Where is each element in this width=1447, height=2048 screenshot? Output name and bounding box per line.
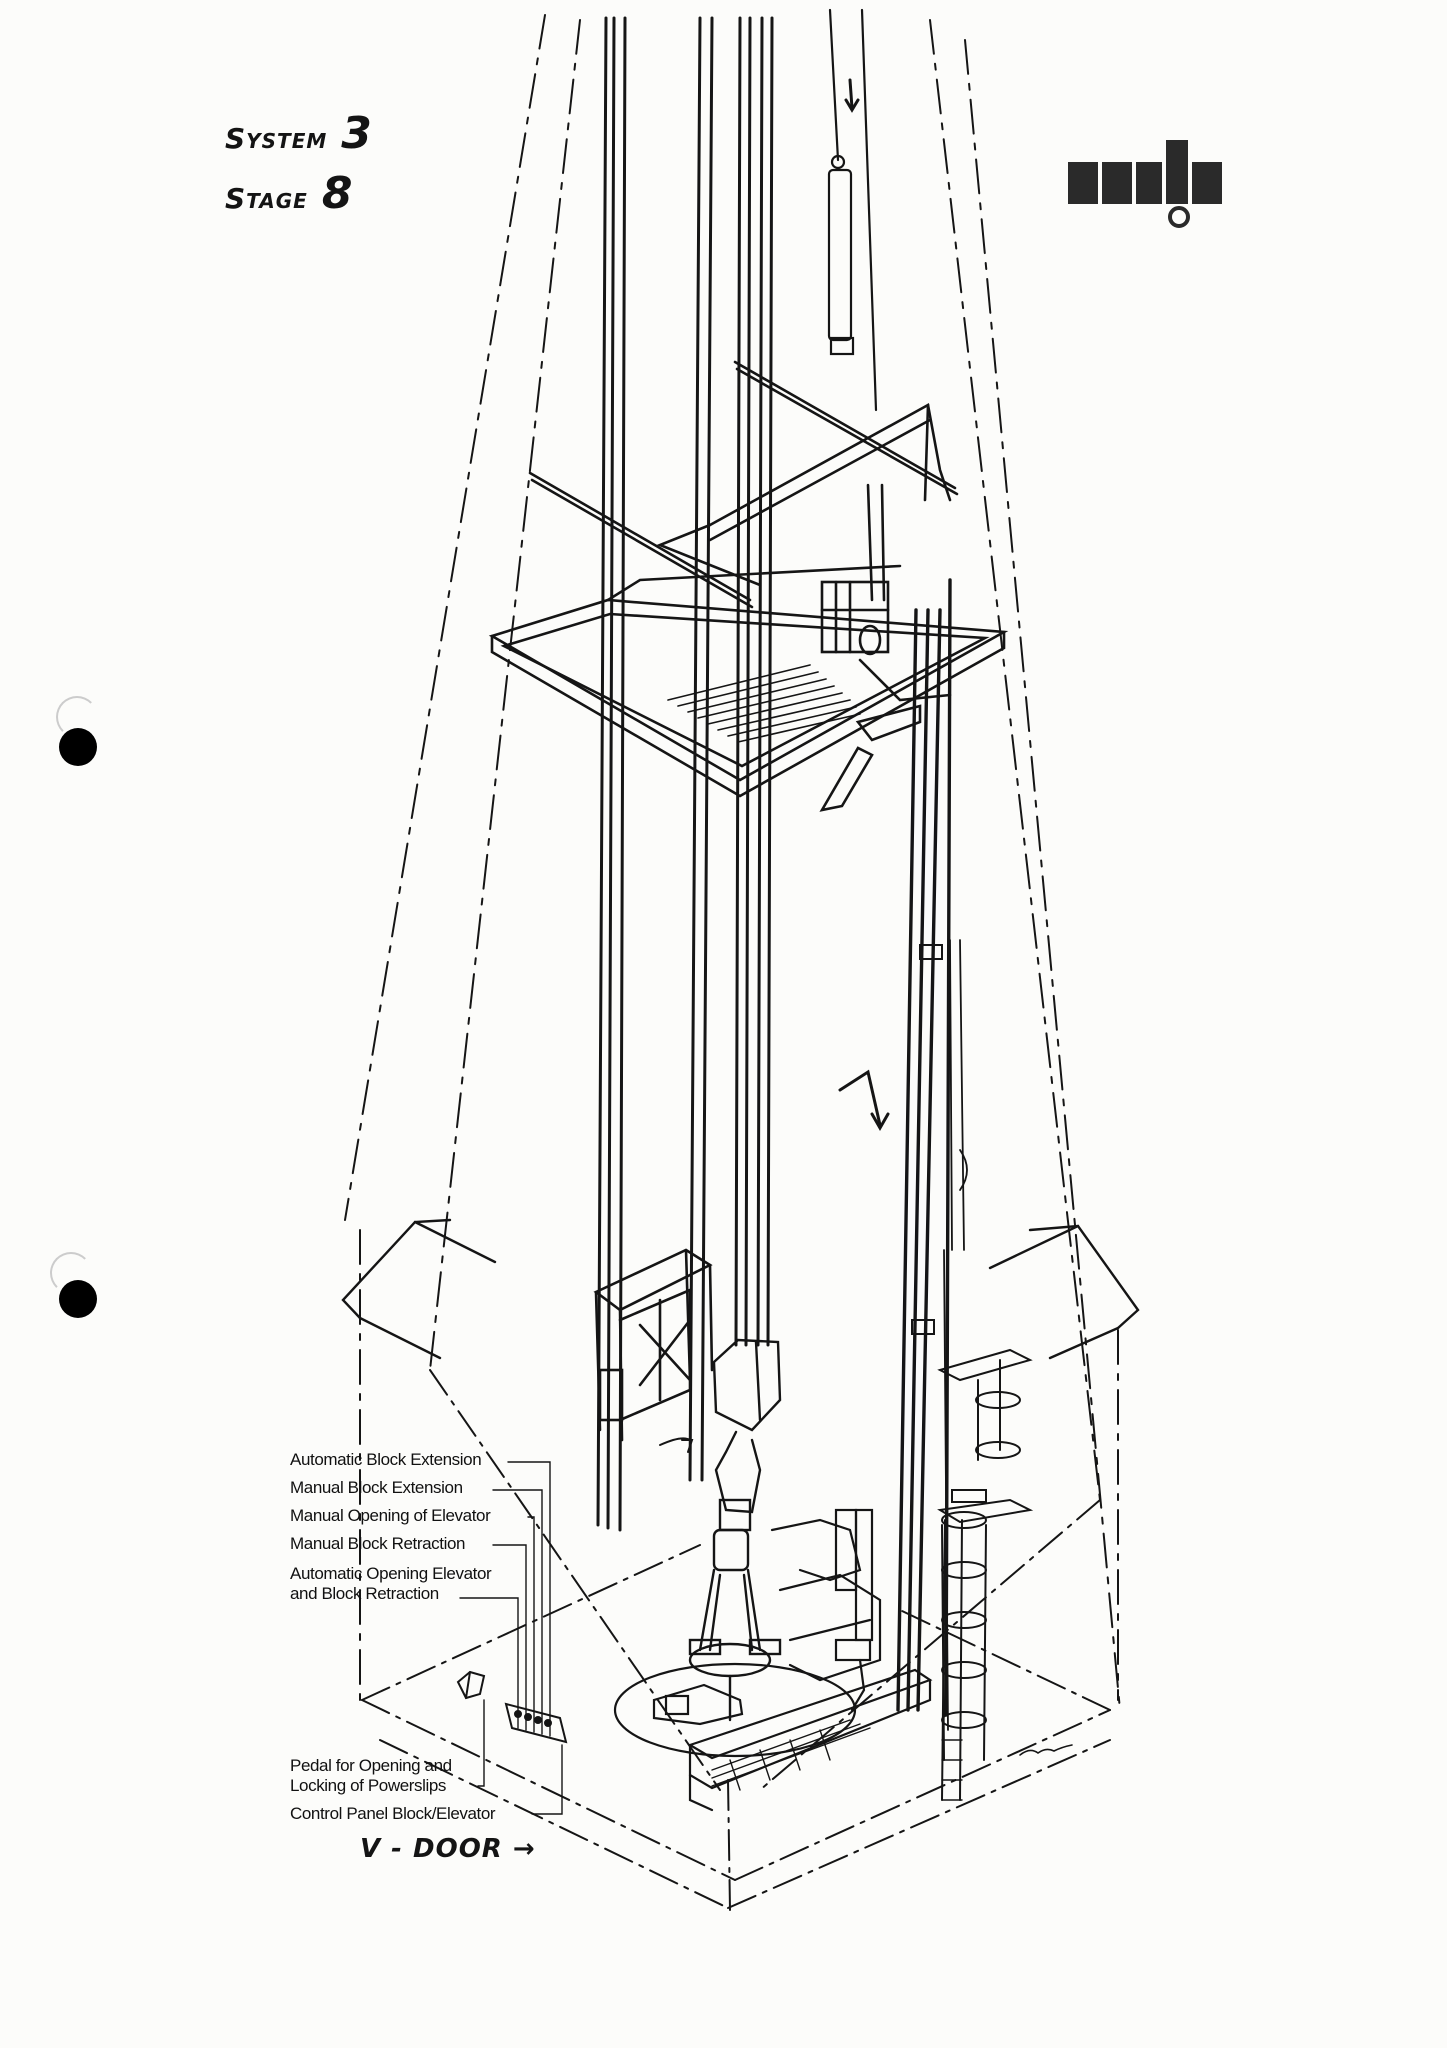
callout-automatic-opening-elevator: Automatic Opening Elevator: [290, 1564, 492, 1583]
callout-manual-block-extension: Manual Block Extension: [290, 1478, 463, 1497]
hoist-cylinder: [829, 10, 876, 410]
stage-number: 8: [321, 168, 354, 219]
callout-automatic-block-extension: Automatic Block Extension: [290, 1450, 482, 1469]
derrick-flare: [343, 1220, 1138, 1358]
system-label: System: [225, 122, 328, 155]
callout-control-panel: Control Panel Block/Elevator: [290, 1804, 496, 1823]
callout-manual-opening-elevator: Manual Opening of Elevator: [290, 1506, 491, 1525]
callout-block-retraction: and Block Retraction: [290, 1584, 439, 1603]
guide-rails: [598, 18, 772, 1530]
callout-pedal: Pedal for Opening and: [290, 1756, 452, 1775]
stage-label: Stage: [225, 182, 308, 215]
pedal-icon: [458, 1672, 484, 1698]
callout-manual-block-retraction: Manual Block Retraction: [290, 1534, 466, 1553]
ladder-cage: [940, 1350, 1030, 1800]
v-door-label: V - DOOR →: [360, 1834, 536, 1864]
callout-powerslips: Locking of Powerslips: [290, 1776, 447, 1795]
walkway-grating: [690, 1670, 930, 1810]
system-number: 3: [341, 108, 373, 159]
control-panel-icon: [506, 1704, 566, 1742]
direction-arrow: [840, 1072, 888, 1128]
block-carriage: [596, 1250, 712, 1452]
